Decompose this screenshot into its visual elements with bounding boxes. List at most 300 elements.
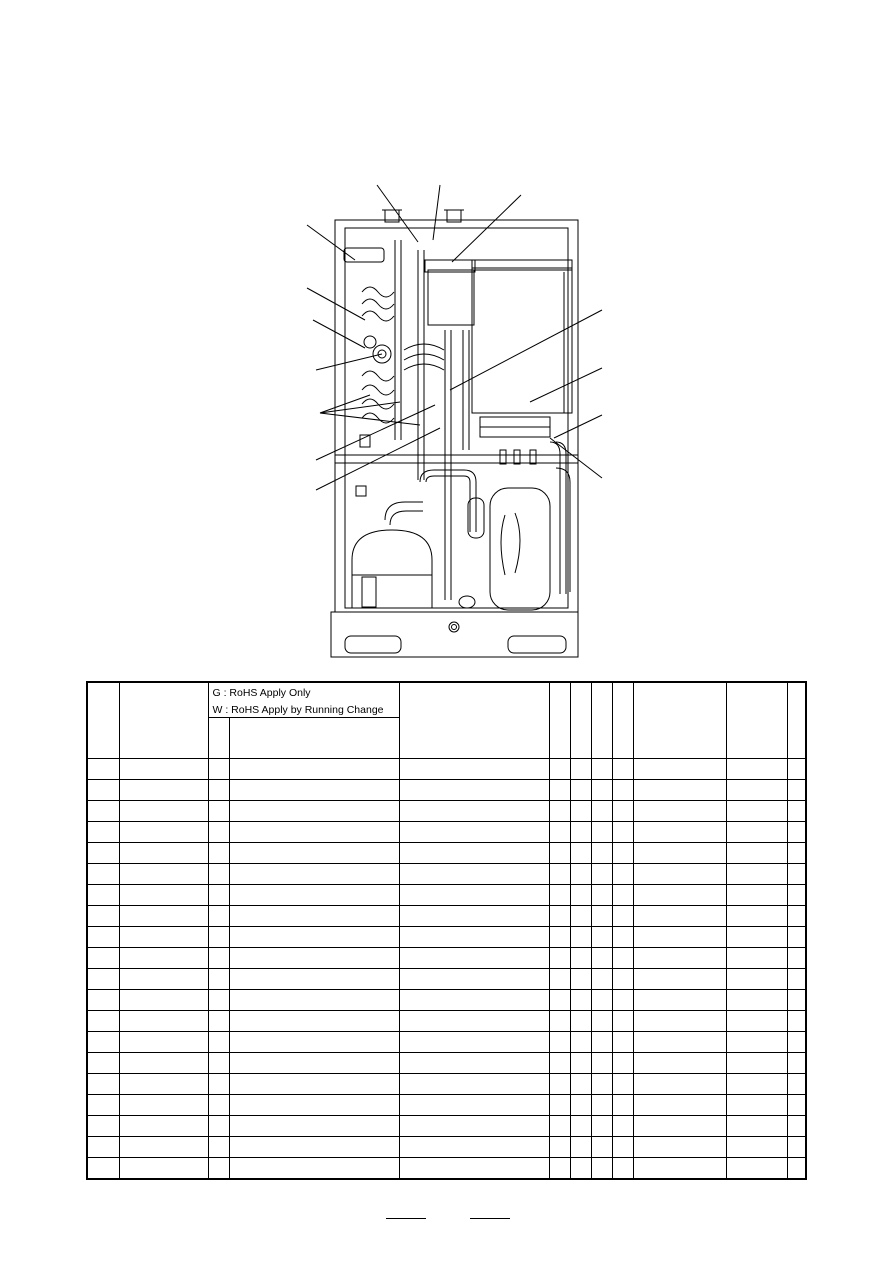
table-cell — [612, 843, 633, 864]
table-cell — [549, 780, 570, 801]
base-frame — [331, 612, 578, 657]
table-cell — [787, 759, 806, 780]
water-heat-exchanger — [428, 270, 474, 325]
table-cell — [119, 822, 208, 843]
table-cell — [726, 1116, 787, 1137]
table-cell — [87, 948, 119, 969]
table-cell — [229, 948, 399, 969]
table-cell — [87, 1011, 119, 1032]
rohs-legend-cell — [208, 682, 399, 718]
table-cell — [633, 1011, 726, 1032]
leader-12 — [530, 368, 602, 402]
table-cell — [787, 1137, 806, 1158]
table-cell — [570, 801, 591, 822]
page-footer — [386, 1218, 516, 1224]
table-cell — [591, 1053, 612, 1074]
table-cell — [612, 822, 633, 843]
table-cell — [612, 780, 633, 801]
table-cell — [87, 864, 119, 885]
table-row — [87, 1116, 806, 1137]
table-cell — [726, 864, 787, 885]
table-cell — [787, 1158, 806, 1180]
table-cell — [633, 801, 726, 822]
table-cell — [570, 906, 591, 927]
table-cell — [119, 1074, 208, 1095]
table-cell — [399, 1116, 549, 1137]
table-cell — [87, 1032, 119, 1053]
table-row — [87, 1095, 806, 1116]
table-cell — [119, 864, 208, 885]
table-cell — [787, 948, 806, 969]
table-cell — [549, 1074, 570, 1095]
table-row — [87, 801, 806, 822]
table-cell — [119, 948, 208, 969]
table-cell — [208, 906, 229, 927]
table-cell — [229, 906, 399, 927]
table-cell — [726, 822, 787, 843]
table-cell — [633, 906, 726, 927]
table-cell — [208, 780, 229, 801]
table-cell — [591, 1095, 612, 1116]
table-cell — [229, 885, 399, 906]
table-cell — [549, 1116, 570, 1137]
rohs-legend-line-1: G : RoHS Apply Only — [212, 687, 311, 699]
table-cell — [229, 927, 399, 948]
table-cell — [208, 801, 229, 822]
table-cell — [633, 1116, 726, 1137]
table-cell — [787, 1053, 806, 1074]
table-cell — [612, 1158, 633, 1180]
table-cell — [399, 780, 549, 801]
table-body — [87, 759, 806, 1180]
table-cell — [633, 843, 726, 864]
table-cell — [229, 969, 399, 990]
table-cell — [229, 1053, 399, 1074]
table-cell — [119, 1053, 208, 1074]
table-cell — [87, 1074, 119, 1095]
table-cell — [549, 927, 570, 948]
table-cell — [208, 969, 229, 990]
table-row — [87, 843, 806, 864]
table-cell — [591, 1158, 612, 1180]
table-cell — [591, 843, 612, 864]
table-cell — [208, 948, 229, 969]
table-cell — [612, 927, 633, 948]
table-cell — [633, 990, 726, 1011]
table-cell — [208, 1137, 229, 1158]
table-cell — [208, 1011, 229, 1032]
table-row — [87, 906, 806, 927]
table-cell — [119, 885, 208, 906]
table-cell — [399, 927, 549, 948]
table-cell — [591, 990, 612, 1011]
table-cell — [229, 1074, 399, 1095]
table-cell — [612, 1011, 633, 1032]
table-cell — [399, 843, 549, 864]
table-cell — [612, 885, 633, 906]
table-cell — [549, 885, 570, 906]
table-cell — [119, 1158, 208, 1180]
table-cell — [208, 1095, 229, 1116]
table-cell — [633, 927, 726, 948]
table-cell — [570, 822, 591, 843]
leader-7 — [316, 354, 382, 370]
table-cell — [399, 1095, 549, 1116]
table-cell — [119, 1011, 208, 1032]
table-cell — [591, 969, 612, 990]
table-cell — [787, 927, 806, 948]
leader-4 — [307, 225, 355, 260]
table-cell — [87, 822, 119, 843]
table-cell — [549, 1158, 570, 1180]
table-cell — [726, 1137, 787, 1158]
table-cell — [87, 1116, 119, 1137]
table-cell — [229, 822, 399, 843]
table-cell — [87, 759, 119, 780]
table-cell — [726, 885, 787, 906]
table-cell — [399, 759, 549, 780]
right-handle-slot — [508, 636, 566, 653]
table-cell — [87, 1158, 119, 1180]
table-cell — [399, 969, 549, 990]
table-cell — [87, 780, 119, 801]
table-cell — [549, 822, 570, 843]
table-cell — [570, 1116, 591, 1137]
cabinet-outline — [335, 220, 578, 612]
table-cell — [208, 1074, 229, 1095]
table-cell — [633, 1074, 726, 1095]
table-cell — [399, 1074, 549, 1095]
table-cell — [570, 1011, 591, 1032]
table-cell — [570, 864, 591, 885]
table-cell — [591, 1137, 612, 1158]
table-cell — [570, 1032, 591, 1053]
table-cell — [119, 843, 208, 864]
table-cell — [399, 1053, 549, 1074]
table-cell — [399, 990, 549, 1011]
table-cell — [87, 885, 119, 906]
table-cell — [787, 1032, 806, 1053]
table-cell — [208, 1032, 229, 1053]
table-cell — [726, 948, 787, 969]
table-cell — [87, 927, 119, 948]
table-cell — [208, 885, 229, 906]
table-cell — [570, 1095, 591, 1116]
table-cell — [591, 822, 612, 843]
rohs-legend-line-2: W : RoHS Apply by Running Change — [212, 704, 384, 716]
control-box — [472, 268, 572, 413]
table-cell — [612, 864, 633, 885]
table-cell — [570, 969, 591, 990]
table-cell — [633, 780, 726, 801]
table-cell — [570, 885, 591, 906]
table-cell — [570, 927, 591, 948]
table-cell — [633, 948, 726, 969]
table-cell — [229, 864, 399, 885]
table-cell — [229, 1158, 399, 1180]
table-row — [87, 885, 806, 906]
leader-lines — [307, 185, 602, 490]
table-cell — [119, 1116, 208, 1137]
table-cell — [591, 927, 612, 948]
table-cell — [612, 969, 633, 990]
table-cell — [208, 843, 229, 864]
table-cell — [570, 1137, 591, 1158]
table-cell — [87, 906, 119, 927]
table-cell — [612, 801, 633, 822]
table-cell — [229, 1011, 399, 1032]
table-cell — [787, 969, 806, 990]
table-cell — [208, 759, 229, 780]
table-cell — [787, 990, 806, 1011]
table-cell — [726, 1074, 787, 1095]
table-cell — [208, 822, 229, 843]
header-cell-e — [633, 682, 726, 759]
table-cell — [229, 1116, 399, 1137]
table-cell — [119, 906, 208, 927]
leader-11 — [450, 310, 602, 390]
table-row — [87, 822, 806, 843]
table-header-row — [87, 682, 806, 718]
table-cell — [633, 885, 726, 906]
table-cell — [399, 948, 549, 969]
table-cell — [549, 843, 570, 864]
table-cell — [119, 780, 208, 801]
header-cell-part-no — [119, 682, 208, 759]
table-cell — [726, 969, 787, 990]
table-cell — [633, 1158, 726, 1180]
table-cell — [87, 843, 119, 864]
table-cell — [633, 822, 726, 843]
header-cell-g — [787, 682, 806, 759]
table-cell — [591, 1032, 612, 1053]
table-cell — [229, 759, 399, 780]
table-row — [87, 759, 806, 780]
table-cell — [570, 780, 591, 801]
table-row — [87, 969, 806, 990]
footer-blank-left — [386, 1218, 426, 1219]
table-row — [87, 1011, 806, 1032]
table-cell — [399, 1011, 549, 1032]
table-cell — [726, 1032, 787, 1053]
table-cell — [591, 801, 612, 822]
table-cell — [549, 1053, 570, 1074]
table-cell — [612, 1053, 633, 1074]
table-cell — [570, 1158, 591, 1180]
table-cell — [399, 822, 549, 843]
table-cell — [570, 1074, 591, 1095]
leader-2 — [433, 185, 440, 240]
table-cell — [787, 780, 806, 801]
table-cell — [549, 1095, 570, 1116]
table-row — [87, 780, 806, 801]
table-cell — [208, 1116, 229, 1137]
table-cell — [87, 969, 119, 990]
table-row — [87, 990, 806, 1011]
table-cell — [633, 1137, 726, 1158]
table-cell — [612, 759, 633, 780]
table-cell — [726, 927, 787, 948]
table-cell — [208, 990, 229, 1011]
table-cell — [119, 1095, 208, 1116]
table-cell — [726, 1095, 787, 1116]
footer-blank-right — [470, 1218, 510, 1219]
table-cell — [591, 906, 612, 927]
header-cell-c — [591, 682, 612, 759]
header-cell-name — [229, 718, 399, 759]
table-cell — [229, 780, 399, 801]
table-cell — [787, 864, 806, 885]
table-cell — [119, 927, 208, 948]
drain-port — [449, 622, 459, 632]
table-cell — [612, 1116, 633, 1137]
table-cell — [633, 1053, 726, 1074]
table-cell — [549, 1011, 570, 1032]
table-cell — [787, 1116, 806, 1137]
table-cell — [787, 1095, 806, 1116]
table-cell — [229, 801, 399, 822]
table-cell — [726, 801, 787, 822]
table-row — [87, 948, 806, 969]
table-cell — [119, 969, 208, 990]
table-cell — [726, 1011, 787, 1032]
table-cell — [612, 990, 633, 1011]
table-cell — [229, 1095, 399, 1116]
header-cell-a — [549, 682, 570, 759]
table-cell — [726, 906, 787, 927]
table-cell — [591, 885, 612, 906]
table-cell — [591, 864, 612, 885]
table-cell — [726, 1158, 787, 1180]
table-cell — [787, 906, 806, 927]
table-cell — [549, 906, 570, 927]
leader-8b — [320, 402, 400, 413]
table-cell — [87, 801, 119, 822]
table-cell — [229, 1137, 399, 1158]
table-row — [87, 864, 806, 885]
buffer-tank — [352, 530, 432, 608]
table-row — [87, 1053, 806, 1074]
table-cell — [612, 906, 633, 927]
table-cell — [399, 885, 549, 906]
table-cell — [549, 801, 570, 822]
table-cell — [549, 1137, 570, 1158]
table-cell — [87, 1053, 119, 1074]
table-cell — [549, 969, 570, 990]
header-cell-b — [570, 682, 591, 759]
leader-9 — [316, 405, 435, 460]
table-cell — [726, 990, 787, 1011]
table-row — [87, 1032, 806, 1053]
table-cell — [549, 948, 570, 969]
table-cell — [87, 1137, 119, 1158]
leader-5 — [307, 288, 365, 320]
table-cell — [119, 1032, 208, 1053]
table-cell — [633, 759, 726, 780]
table-cell — [726, 759, 787, 780]
table-cell — [549, 990, 570, 1011]
header-cell-f — [726, 682, 787, 759]
table-cell — [570, 1053, 591, 1074]
table-cell — [549, 1032, 570, 1053]
parts-list-table — [86, 681, 807, 1180]
table-cell — [787, 885, 806, 906]
table-cell — [612, 1137, 633, 1158]
table-cell — [399, 1158, 549, 1180]
table-cell — [591, 948, 612, 969]
table-cell — [208, 864, 229, 885]
header-cell-description — [399, 682, 549, 759]
table-cell — [119, 759, 208, 780]
table-row — [87, 1137, 806, 1158]
table-cell — [726, 780, 787, 801]
table-cell — [399, 1137, 549, 1158]
table-cell — [208, 1158, 229, 1180]
table-cell — [591, 780, 612, 801]
table-cell — [591, 759, 612, 780]
table-cell — [633, 1095, 726, 1116]
table-cell — [591, 1011, 612, 1032]
table-cell — [633, 1032, 726, 1053]
table-cell — [549, 864, 570, 885]
table-row — [87, 927, 806, 948]
table-cell — [726, 1053, 787, 1074]
table-cell — [549, 759, 570, 780]
table-cell — [399, 801, 549, 822]
table-cell — [87, 1095, 119, 1116]
table-cell — [570, 843, 591, 864]
table-cell — [119, 801, 208, 822]
table-cell — [726, 843, 787, 864]
table-cell — [229, 990, 399, 1011]
header-cell-d — [612, 682, 633, 759]
table-cell — [787, 843, 806, 864]
table-cell — [612, 1074, 633, 1095]
table-cell — [787, 1074, 806, 1095]
table-cell — [612, 948, 633, 969]
table-row — [87, 1074, 806, 1095]
table-cell — [229, 843, 399, 864]
table-cell — [787, 801, 806, 822]
table-cell — [570, 948, 591, 969]
table-cell — [787, 1011, 806, 1032]
table-cell — [787, 822, 806, 843]
table-cell — [208, 1053, 229, 1074]
leader-14 — [550, 438, 602, 478]
table-cell — [208, 927, 229, 948]
table-cell — [570, 990, 591, 1011]
table-cell — [399, 864, 549, 885]
table-cell — [591, 1074, 612, 1095]
left-handle-slot — [345, 636, 401, 653]
header-cell-no — [87, 682, 119, 759]
table-row — [87, 1158, 806, 1180]
table-cell — [119, 990, 208, 1011]
leader-1 — [377, 185, 418, 242]
leader-6 — [313, 320, 365, 348]
unit-interior-diagram — [300, 180, 620, 665]
table-cell — [612, 1095, 633, 1116]
table-cell — [633, 864, 726, 885]
table-cell — [612, 1032, 633, 1053]
table-cell — [399, 906, 549, 927]
table-cell — [633, 969, 726, 990]
table-cell — [570, 759, 591, 780]
table-cell — [229, 1032, 399, 1053]
header-cell-rohs-flag — [208, 718, 229, 759]
table-cell — [591, 1116, 612, 1137]
table-cell — [87, 990, 119, 1011]
